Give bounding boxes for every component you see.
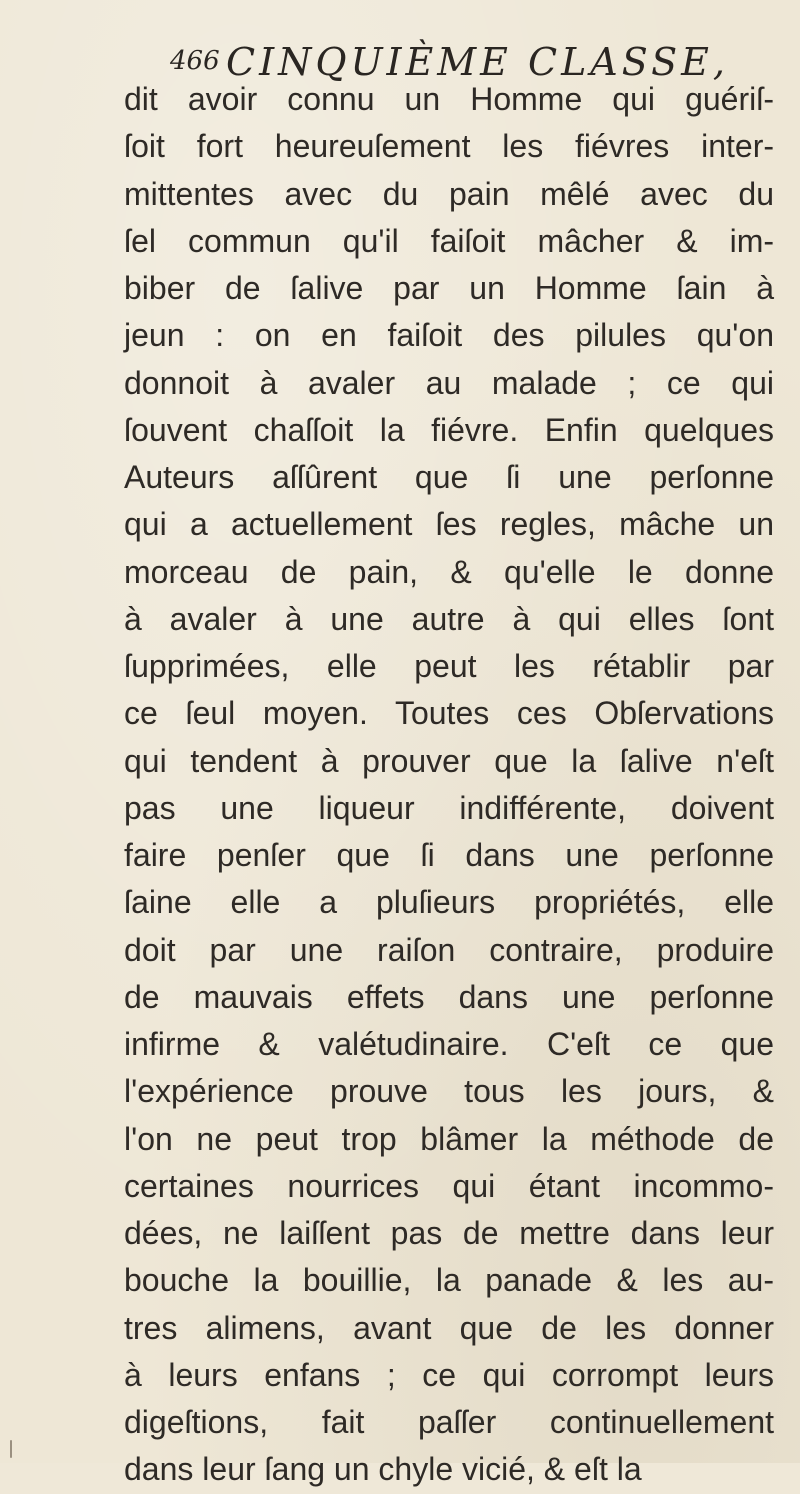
margin-mark: [10, 1440, 12, 1458]
text-line: morceau de pain, & qu'elle le donne: [124, 553, 774, 590]
text-line: l'on ne peut trop blâmer la méthode de: [124, 1120, 774, 1157]
text-line: ſupprimées, elle peut les rétablir par: [124, 648, 774, 684]
text-line: ſel commun qu'il faiſoit mâcher & im-: [124, 222, 774, 259]
text-line: ſoit fort heureuſement les fiévres inter-: [124, 128, 774, 165]
page-number: 466: [170, 46, 220, 76]
text-line: mittentes avec du pain mêlé avec du: [124, 175, 774, 212]
text-line: pas une liqueur indifférente, doivent: [124, 789, 774, 826]
text-line: biber de ſalive par un Homme ſain à: [124, 270, 774, 306]
text-line: digeſtions, fait paſſer continuellement: [124, 1404, 774, 1440]
text-line: dées, ne laiſſent pas de mettre dans leur: [124, 1215, 774, 1251]
text-line: jeun : on en faiſoit des pilules qu'on: [124, 317, 774, 354]
text-line: ſaine elle a pluſieurs propriétés, elle: [124, 884, 774, 921]
text-line: ſouvent chaſſoit la fiévre. Enfin quelques: [124, 411, 774, 448]
text-line: dans leur ſang un chyle vicié, & eſt la: [124, 1451, 642, 1488]
text-line: à avaler à une autre à qui elles ſont: [124, 600, 774, 637]
text-line: ce ſeul moyen. Toutes ces Obſervations: [124, 695, 774, 732]
text-line: Auteurs aſſûrent que ſi une perſonne: [124, 459, 774, 495]
text-line: certaines nourrices qui étant incommo-: [124, 1167, 774, 1204]
text-line: qui a actuellement ſes regles, mâche un: [124, 506, 774, 543]
text-line: infirme & valétudinaire. C'eſt ce que: [124, 1026, 774, 1062]
text-line: l'expérience prouve tous les jours, &: [124, 1073, 774, 1110]
text-line: tres alimens, avant que de les donner: [124, 1309, 774, 1346]
text-line: qui tendent à prouver que la ſalive n'eſt: [124, 742, 774, 779]
text-line: dit avoir connu un Homme qui guériſ-: [124, 81, 774, 117]
text-line: faire penſer que ſi dans une perſonne: [124, 837, 774, 873]
text-line: donnoit à avaler au malade ; ce qui: [124, 364, 774, 401]
text-line: bouche la bouillie, la panade & les au-: [124, 1262, 774, 1299]
running-head: CINQUIÈME CLASSE,: [226, 40, 729, 84]
text-line: à leurs enfans ; ce qui corrompt leurs: [124, 1356, 774, 1393]
text-line: doit par une raiſon contraire, produire: [124, 931, 774, 968]
text-line: de mauvais effets dans une perſonne: [124, 978, 774, 1015]
body-text: [124, 76, 774, 1494]
